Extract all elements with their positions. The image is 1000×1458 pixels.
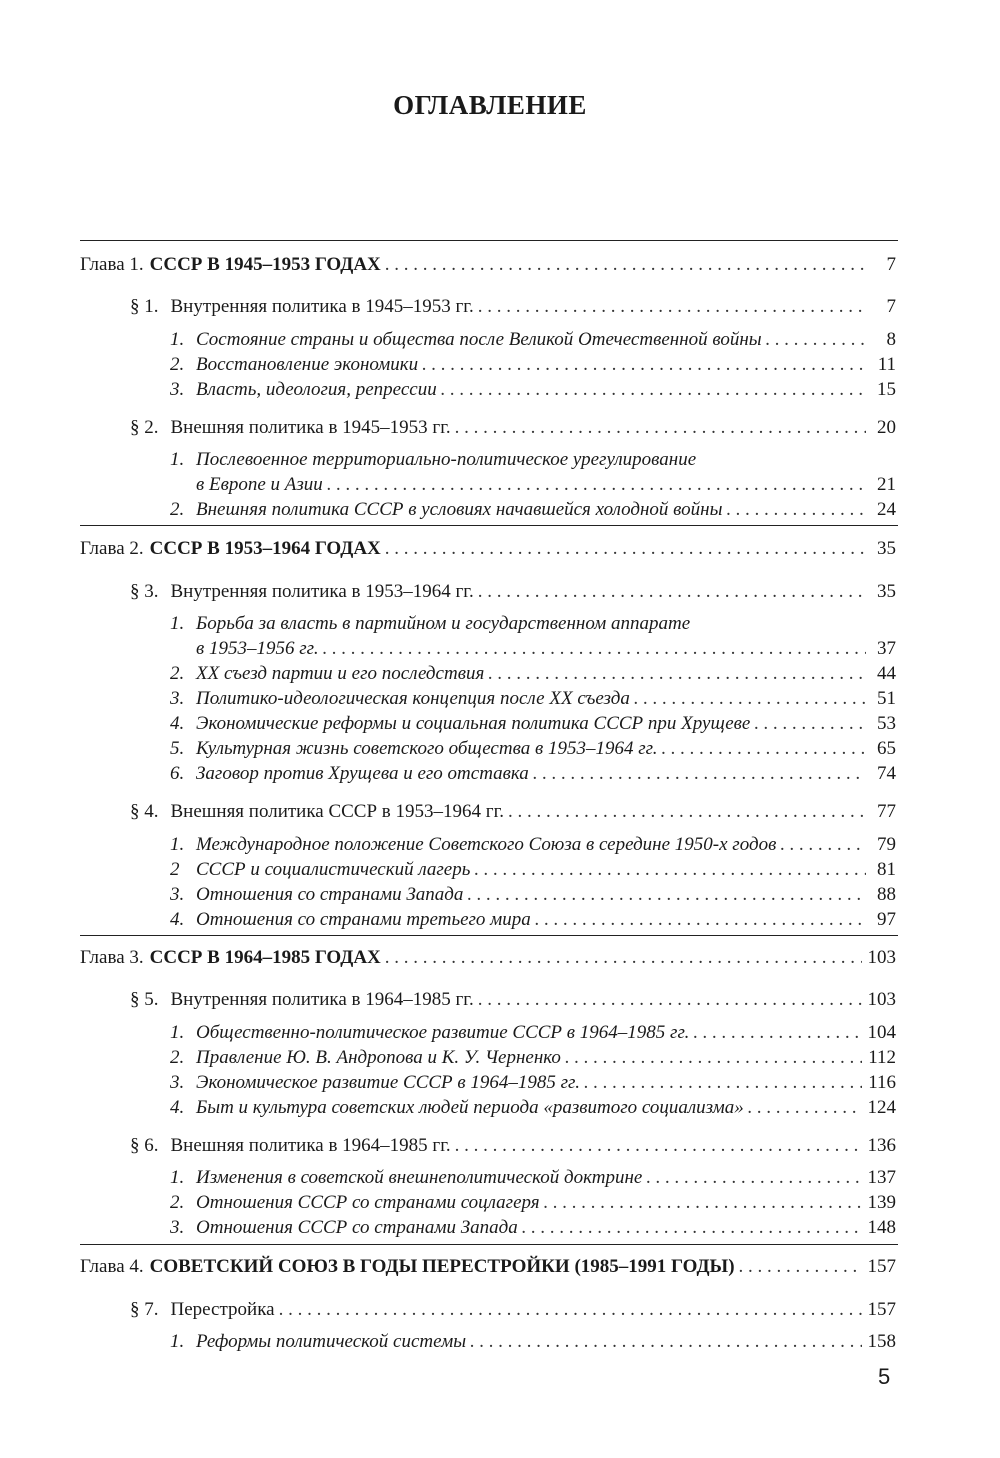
leader-dots (748, 1096, 862, 1120)
toc-item[interactable] (170, 1096, 896, 1120)
leader-dots (327, 473, 866, 497)
section-title: Внутренняя политика в 1945–1953 гг. (170, 296, 474, 317)
toc-item[interactable] (170, 328, 896, 352)
item-title: Правление Ю. В. Андропова и К. У. Черненко (196, 1047, 561, 1068)
toc-item[interactable] (170, 1330, 896, 1354)
item-number: 2. (170, 1047, 185, 1068)
page-title: ОГЛАВЛЕНИЕ (393, 90, 587, 120)
page-number: 158 (867, 1331, 896, 1352)
page-number: 11 (877, 354, 896, 375)
section-title: Внутренняя политика в 1964–1985 гг. (170, 989, 474, 1010)
page-number: 157 (867, 1299, 896, 1320)
chapter-title: СССР В 1945–1953 ГОДАХ (149, 254, 381, 275)
section-prefix: § 3. (130, 581, 159, 602)
toc-item[interactable] (170, 1166, 896, 1190)
toc-item[interactable] (170, 833, 896, 857)
toc-item[interactable] (170, 762, 896, 786)
item-number: 3. (170, 1217, 185, 1238)
item-title: Отношения СССР со странами соцлагеря (196, 1192, 540, 1213)
toc-section-6[interactable] (130, 1134, 896, 1158)
page-number: 51 (877, 688, 896, 709)
item-number: 3. (170, 1072, 185, 1093)
item-title: Внешняя политика СССР в условиях начавшейся холодной войны (196, 499, 723, 520)
toc-chapter-2[interactable] (80, 537, 896, 561)
toc-item-continuation[interactable] (196, 473, 896, 497)
leader-dots (279, 1298, 862, 1322)
section-prefix: § 1. (130, 296, 159, 317)
item-number: 1. (170, 1167, 185, 1188)
page-number: 137 (867, 1167, 896, 1188)
page-folio-number: 5 (878, 1364, 891, 1389)
leader-dots (780, 833, 866, 857)
page-number: 24 (877, 499, 896, 520)
item-title: Борьба за власть в партийном и государственном аппарате (196, 613, 691, 634)
item-title: Изменения в советской внешнеполитической доктрине (196, 1167, 643, 1188)
page-number: 112 (868, 1047, 896, 1068)
page-number: 136 (867, 1135, 896, 1156)
item-title: Международное положение Советского Союза в середине 1950-х годов (196, 834, 777, 855)
section-prefix: § 7. (130, 1299, 159, 1320)
toc-item-first-line[interactable] (170, 612, 690, 636)
toc-item[interactable] (170, 858, 896, 882)
section-prefix: § 5. (130, 989, 159, 1010)
leader-dots (646, 1166, 861, 1190)
toc-item[interactable] (170, 662, 896, 686)
leader-dots (488, 662, 866, 686)
section-prefix: § 6. (130, 1135, 159, 1156)
section-title: Перестройка (170, 1299, 275, 1320)
toc-section-4[interactable] (130, 800, 896, 824)
toc-item[interactable] (170, 1071, 896, 1095)
page-number: 53 (877, 713, 896, 734)
toc-item[interactable] (170, 1021, 896, 1045)
item-title: Общественно-политическое развитие СССР в 1964–1985 гг. (196, 1022, 690, 1043)
toc-item[interactable] (170, 908, 896, 932)
leader-dots (478, 580, 866, 604)
page-number: 21 (877, 474, 896, 495)
leader-dots (478, 988, 862, 1012)
section-title: Внешняя политика в 1964–1985 гг. (170, 1135, 451, 1156)
item-title: Отношения со странами Запада (196, 884, 464, 905)
leader-dots (754, 712, 866, 736)
item-title-continued: в Европе и Азии (196, 474, 323, 495)
leader-dots (662, 737, 866, 761)
page-number: 103 (867, 989, 896, 1010)
page-number: 35 (877, 538, 896, 559)
page-number: 103 (867, 947, 896, 968)
chapter-title: СССР В 1964–1985 ГОДАХ (149, 947, 381, 968)
leader-dots (478, 295, 866, 319)
chapter-prefix: Глава 3. (80, 947, 144, 968)
item-number: 3. (170, 379, 185, 400)
section-title: Внутренняя политика в 1953–1964 гг. (170, 581, 474, 602)
chapter-rule (80, 1244, 898, 1245)
toc-item[interactable] (170, 883, 896, 907)
toc-item[interactable] (170, 1191, 896, 1215)
page-number: 81 (877, 859, 896, 880)
item-title: Быт и культура советских людей периода «развитого социализма» (196, 1097, 744, 1118)
page-number: 97 (877, 909, 896, 930)
item-title: Власть, идеология, репрессии (196, 379, 437, 400)
page-number: 15 (877, 379, 896, 400)
item-number: 3. (170, 884, 185, 905)
toc-item-first-line[interactable] (170, 448, 696, 472)
leader-dots (766, 328, 866, 352)
item-number: 2. (170, 354, 185, 375)
toc-item-continuation[interactable] (196, 637, 896, 661)
item-title: Культурная жизнь советского общества в 1953–1964 гг. (196, 738, 658, 759)
item-number: 2. (170, 1192, 185, 1213)
item-title: СССР и социалистический лагерь (196, 859, 471, 880)
page-number: 35 (877, 581, 896, 602)
page-number: 7 (886, 254, 896, 275)
leader-dots (441, 378, 866, 402)
leader-dots (535, 908, 866, 932)
item-number: 1. (170, 1022, 185, 1043)
item-title: Экономические реформы и социальная политика СССР при Хрущеве (196, 713, 751, 734)
toc-section-7[interactable] (130, 1298, 896, 1322)
leader-dots (522, 1216, 862, 1240)
item-title: Отношения со странами третьего мира (196, 909, 531, 930)
page-number: 44 (877, 663, 896, 684)
page-number: 37 (877, 638, 896, 659)
toc-item[interactable] (170, 1046, 896, 1070)
leader-dots (422, 353, 866, 377)
item-number: 6. (170, 763, 185, 784)
toc-item[interactable] (170, 687, 896, 711)
page-number: 157 (867, 1256, 896, 1277)
item-title-continued: в 1953–1956 гг. (196, 638, 319, 659)
item-number: 4. (170, 1097, 185, 1118)
toc-item[interactable] (170, 353, 896, 377)
toc-item[interactable] (170, 712, 896, 736)
toc-chapter-4[interactable] (80, 1255, 896, 1279)
chapter-prefix: Глава 4. (80, 1256, 144, 1277)
item-title: Послевоенное территориально-политическое урегулирование (196, 449, 697, 470)
page-number: 77 (877, 801, 896, 822)
toc-section-3[interactable] (130, 580, 896, 604)
section-prefix: § 2. (130, 417, 159, 438)
leader-dots (455, 416, 866, 440)
leader-dots (474, 858, 866, 882)
toc-chapter-1[interactable] (80, 253, 896, 277)
item-number: 3. (170, 688, 185, 709)
leader-dots (634, 687, 866, 711)
leader-dots (584, 1071, 862, 1095)
item-title: Экономическое развитие СССР в 1964–1985 гг. (196, 1072, 580, 1093)
page-number: 116 (868, 1072, 896, 1093)
toc-section-2[interactable] (130, 416, 896, 440)
chapter-rule (80, 525, 898, 526)
leader-dots (385, 253, 866, 277)
toc-item[interactable] (170, 1216, 896, 1240)
leader-dots (544, 1191, 862, 1215)
leader-dots (533, 762, 866, 786)
item-title: XX съезд партии и его последствия (196, 663, 485, 684)
item-number: 1. (170, 834, 185, 855)
leader-dots (565, 1046, 862, 1070)
item-title: Отношения СССР со странами Запада (196, 1217, 518, 1238)
toc-item[interactable] (170, 498, 896, 522)
chapter-title: СОВЕТСКИЙ СОЮЗ В ГОДЫ ПЕРЕСТРОЙКИ (1985–1991 ГОДЫ) (149, 1256, 735, 1277)
page-number: 148 (867, 1217, 896, 1238)
page-number: 104 (867, 1022, 896, 1043)
page-number: 88 (877, 884, 896, 905)
leader-dots (455, 1134, 862, 1158)
item-number: 1. (170, 613, 185, 634)
leader-dots (385, 946, 862, 970)
page-number: 139 (867, 1192, 896, 1213)
item-title: Заговор против Хрущева и его отставка (196, 763, 529, 784)
item-title: Восстановление экономики (196, 354, 419, 375)
toc-item[interactable] (170, 737, 896, 761)
toc-item[interactable] (170, 378, 896, 402)
item-number: 4. (170, 713, 185, 734)
toc-chapter-3[interactable] (80, 946, 896, 970)
leader-dots (693, 1021, 861, 1045)
page-number: 124 (867, 1097, 896, 1118)
item-number: 5. (170, 738, 185, 759)
item-number: 2. (170, 499, 185, 520)
leader-dots (467, 883, 866, 907)
leader-dots (508, 800, 866, 824)
page-number: 20 (877, 417, 896, 438)
leader-dots (385, 537, 866, 561)
section-title: Внешняя политика СССР в 1953–1964 гг. (170, 801, 504, 822)
toc-section-1[interactable] (130, 295, 896, 319)
chapter-prefix: Глава 2. (80, 538, 144, 559)
toc-section-5[interactable] (130, 988, 896, 1012)
item-number: 2 (170, 859, 180, 880)
page-number: 74 (877, 763, 896, 784)
item-title: Политико-идеологическая концепция после XX съезда (196, 688, 630, 709)
page-number: 65 (877, 738, 896, 759)
chapter-rule (80, 935, 898, 936)
section-title: Внешняя политика в 1945–1953 гг. (170, 417, 451, 438)
leader-dots (726, 498, 866, 522)
item-number: 4. (170, 909, 185, 930)
section-prefix: § 4. (130, 801, 159, 822)
item-title: Реформы политической системы (196, 1331, 467, 1352)
chapter-prefix: Глава 1. (80, 254, 144, 275)
item-title: Состояние страны и общества после Великой Отечественной войны (196, 329, 762, 350)
page-number: 8 (886, 329, 896, 350)
top-rule (80, 240, 898, 241)
leader-dots (739, 1255, 862, 1279)
leader-dots (323, 637, 866, 661)
page-number: 79 (877, 834, 896, 855)
item-number: 2. (170, 663, 185, 684)
leader-dots (470, 1330, 861, 1354)
chapter-title: СССР В 1953–1964 ГОДАХ (149, 538, 381, 559)
page-number: 7 (886, 296, 896, 317)
item-number: 1. (170, 449, 185, 470)
item-number: 1. (170, 1331, 185, 1352)
item-number: 1. (170, 329, 185, 350)
